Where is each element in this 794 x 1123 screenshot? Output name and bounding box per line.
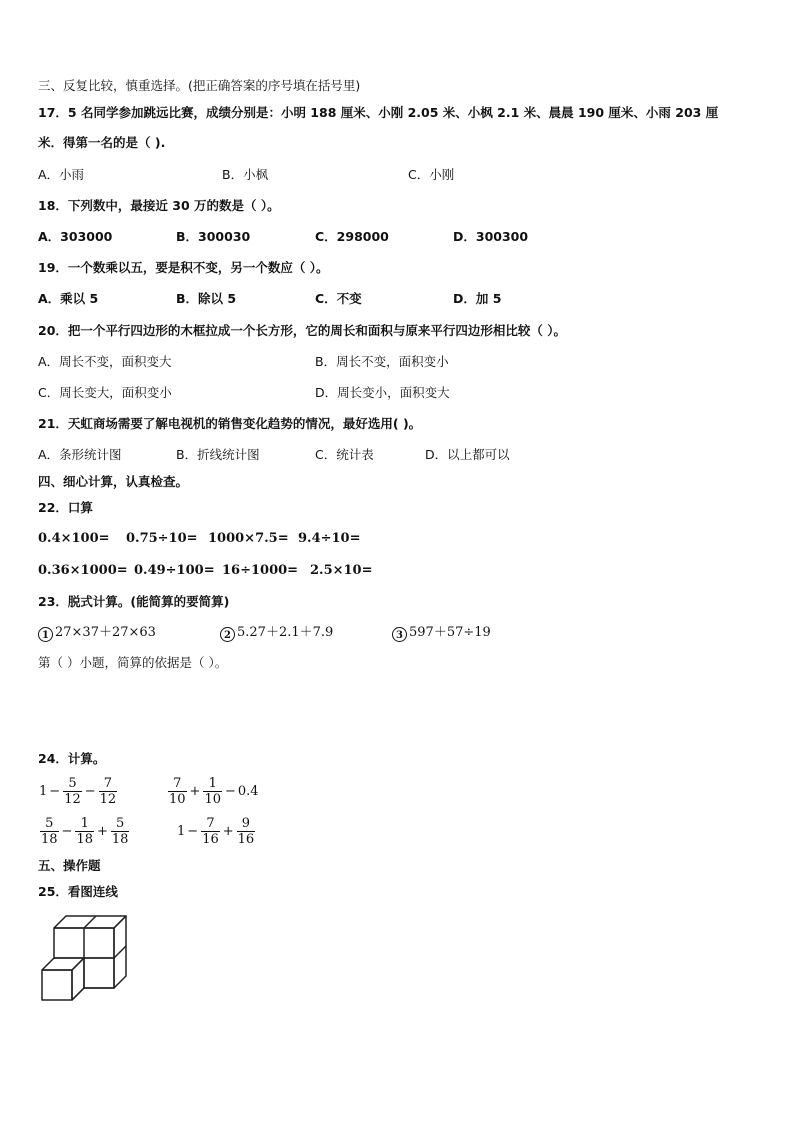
fraction: $\frac{9}{16}$	[237, 816, 255, 847]
q24-expr-1: 1 − $\frac{5}{12}$ − $\frac{7}{12}$	[39, 776, 117, 807]
q23-expr-3: 597＋57÷19	[409, 625, 491, 640]
cube-figure	[36, 910, 132, 1010]
q19-stem: 19．一个数乘以五，要是积不变，另一个数应（ ）。	[38, 260, 329, 275]
fraction: $\frac{1}{10}$	[204, 776, 221, 807]
q22-title: 22．口算	[38, 500, 93, 515]
q19-option-a[interactable]: A．乘以 5	[38, 291, 99, 306]
q23-title: 23．脱式计算。(能简算的要简算)	[38, 594, 230, 609]
q18-stem: 18．下列数中，最接近 30 万的数是（ ）。	[38, 198, 280, 213]
q18-option-c[interactable]: C．298000	[315, 229, 389, 244]
fraction: $\frac{5}{18}$	[111, 816, 129, 847]
q19-option-c[interactable]: C．不变	[315, 291, 362, 306]
q18-option-d[interactable]: D．300300	[453, 229, 529, 244]
section-4-title: 四、细心计算，认真检查。	[38, 474, 189, 489]
q24-expr-2: $\frac{7}{10}$ + $\frac{1}{10}$ − 0.4	[169, 776, 259, 807]
q20-option-a[interactable]: A．周长不变，面积变大	[38, 354, 172, 369]
q19-option-d[interactable]: D．加 5	[453, 291, 502, 306]
q22-r2-c1: 0.36×1000=	[38, 563, 128, 578]
q23-expr-1: 27×37＋27×63	[55, 625, 156, 640]
q21-option-a[interactable]: A．条形统计图	[38, 447, 122, 462]
q17-option-b[interactable]: B．小枫	[222, 167, 269, 182]
q21-option-d[interactable]: D．以上都可以	[425, 447, 510, 462]
fraction: $\frac{1}{18}$	[76, 816, 93, 847]
section-3-title: 三、反复比较，慎重选择。(把正确答案的序号填在括号里)	[38, 78, 361, 93]
q19-option-b[interactable]: B．除以 5	[176, 291, 237, 306]
q22-r2-c2: 0.49÷100=	[134, 563, 215, 578]
q23-answer-line: 第（ ）小题，简算的依据是（ ）。	[38, 655, 228, 670]
q17-stem-line2: 米．得第一名的是（ ).	[38, 135, 166, 150]
q22-r1-c1: 0.4×100=	[38, 531, 110, 546]
q25-title: 25．看图连线	[38, 884, 118, 899]
fraction: $\frac{7}{10}$	[169, 776, 186, 807]
q18-option-b[interactable]: B．300030	[176, 229, 251, 244]
q20-option-d[interactable]: D．周长变小，面积变大	[315, 385, 450, 400]
q21-stem: 21．天虹商场需要了解电视机的销售变化趋势的情况，最好选用( )。	[38, 416, 422, 431]
circled-number-2: 2	[220, 627, 235, 642]
q23-expr-2: 5.27＋2.1＋7.9	[237, 625, 334, 640]
q22-r2-c4: 2.5×10=	[310, 563, 373, 578]
q23-item-1	[38, 625, 156, 642]
q24-title: 24．计算。	[38, 751, 106, 766]
q20-stem: 20．把一个平行四边形的木框拉成一个长方形，它的周长和面积与原来平行四边形相比较（ ）。	[38, 323, 566, 338]
q22-r2-c3: 16÷1000=	[222, 563, 299, 578]
q24-expr-4: 1 − $\frac{7}{16}$ + $\frac{9}{16}$	[177, 816, 255, 847]
q17-option-c[interactable]: C．小刚	[408, 167, 455, 182]
fraction: $\frac{5}{12}$	[64, 776, 81, 807]
q22-r1-c3: 1000×7.5=	[208, 531, 289, 546]
q17-stem-line1: 17．5 名同学参加跳远比赛，成绩分别是：小明 188 厘米、小刚 2.05 米、小枫 2.1 米、晨晨 190 厘米、小雨 203 厘	[38, 105, 719, 120]
q20-option-b[interactable]: B．周长不变，面积变小	[315, 354, 449, 369]
circled-number-3: 3	[392, 627, 407, 642]
fraction: $\frac{7}{12}$	[99, 776, 117, 807]
fraction: $\frac{5}{18}$	[41, 816, 58, 847]
q22-r1-c4: 9.4÷10=	[298, 531, 361, 546]
q23-item-2	[220, 625, 333, 642]
q20-option-c[interactable]: C．周长变大，面积变小	[38, 385, 172, 400]
q21-option-c[interactable]: C．统计表	[315, 447, 374, 462]
q21-option-b[interactable]: B．折线统计图	[176, 447, 260, 462]
q24-expr-3: $\frac{5}{18}$ − $\frac{1}{18}$ + $\frac{5}{18}$	[41, 816, 129, 847]
q22-r1-c2: 0.75÷10=	[126, 531, 198, 546]
circled-number-1: 1	[38, 627, 53, 642]
fraction: $\frac{7}{16}$	[202, 816, 219, 847]
q18-option-a[interactable]: A．303000	[38, 229, 113, 244]
q23-item-3	[392, 625, 491, 642]
q17-option-a[interactable]: A．小雨	[38, 167, 85, 182]
section-5-title: 五、操作题	[38, 858, 101, 873]
